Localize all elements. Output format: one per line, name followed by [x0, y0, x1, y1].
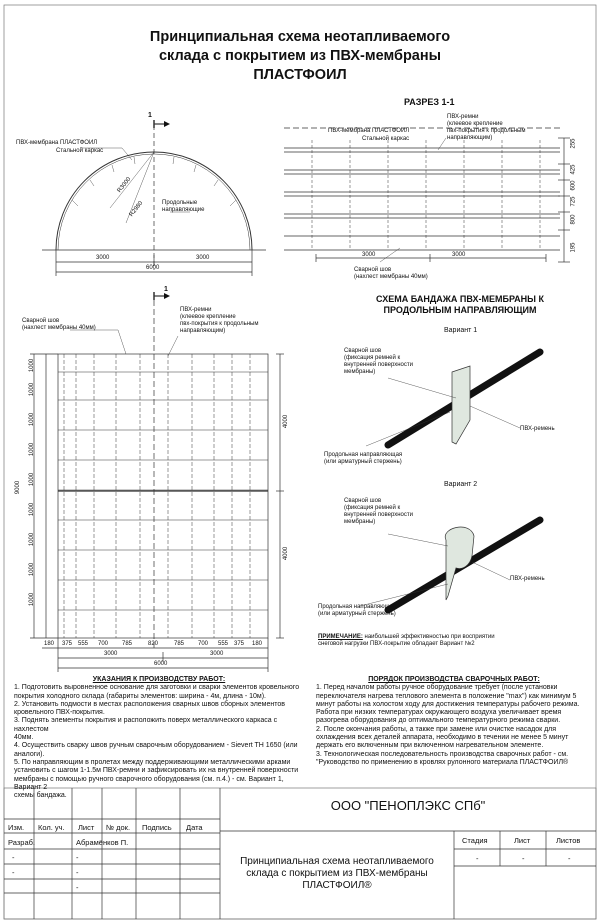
plan-dim-left-9: 1000 [29, 592, 36, 607]
stamp-dash-4: - [76, 868, 79, 877]
section-dim-600: 600 [570, 180, 577, 191]
stamp-header-list: Лист [78, 823, 95, 832]
plan-dim-left-6: 1000 [29, 502, 36, 517]
instructions-production-title: УКАЗАНИЯ К ПРОИЗВОДСТВУ РАБОТ: [92, 676, 226, 683]
plan-dim-bottom-9: 555 [218, 641, 229, 647]
plan-dim-left-1: 1000 [29, 358, 36, 373]
plan-dim-left-8: 1000 [29, 562, 36, 577]
title-line-2: склада с покрытием из ПВХ-мембраны [158, 48, 442, 64]
plan-dim-left-7: 1000 [29, 532, 36, 547]
plan-dim-left-4: 1000 [29, 442, 36, 457]
stamp-col-stage: Стадия [462, 836, 488, 845]
v2-belt-label: ПВХ-ремень [510, 576, 545, 582]
plan-dim-bottom-4: 700 [98, 641, 109, 647]
stamp-header-doc: № док. [106, 823, 131, 832]
section-dim-725: 725 [570, 196, 577, 207]
plan-dim-right-1: 4000 [283, 414, 290, 429]
stamp-dash-1: - [12, 853, 15, 862]
stamp-title: Принципиальная схема неотапливаемого склада с покрытием из ПВХ-мембраны ПЛАСТФОИЛ® [240, 856, 434, 891]
plan-dim-bottom-1: 180 [44, 641, 55, 647]
v1-guide-label: Продольная направляющая (или арматурный стержень) [324, 452, 403, 465]
plan-dim-left-total: 9000 [15, 480, 22, 495]
plan-dim-total: 6000 [154, 661, 168, 667]
plan-dim-bottom-8: 700 [198, 641, 209, 647]
section-weld-label: Сварной шов (нахлест мембраны 40мм) [354, 267, 428, 280]
section-membrane-label: ПВХ-мембрана ПЛАСТФОИЛ [328, 128, 410, 134]
plan-dim-bottom-10: 375 [234, 641, 245, 647]
section-dim-bottom-right: 3000 [452, 252, 466, 258]
plan-weld-label: Сварной шов (нахлест мембраны 40мм) [22, 318, 96, 331]
plan-dim-bottom-6: 820 [148, 641, 159, 647]
section-dim-425: 425 [570, 164, 577, 175]
plan-belts-label: ПВХ-ремни (клеевое крепление пвх-покрытия к продольным направляющим) [180, 307, 259, 334]
section-dim-195: 195 [570, 242, 577, 253]
plan-guides [64, 354, 250, 638]
plan-dim-bottom-2: 375 [62, 641, 73, 647]
stamp-col-sheets: Листов [556, 836, 581, 845]
section-mark-plan: 1 [164, 286, 168, 293]
stamp-dash-2: - [76, 853, 79, 862]
section-mark-top: 1 [148, 112, 152, 119]
title-line-3: ПЛАСТФОИЛ [253, 67, 347, 83]
plan-dim-half-right: 3000 [210, 651, 224, 657]
plan-dim-bottom-5: 785 [122, 641, 133, 647]
plan-dim-bottom-7: 785 [174, 641, 185, 647]
stamp-val-sheets: - [568, 854, 571, 863]
section-title: РАЗРЕЗ 1-1 [404, 97, 455, 107]
variant-2-label: Вариант 2 [444, 481, 478, 488]
front-frame-label: Стальной каркас [56, 148, 104, 154]
plan-dim-left-5: 1000 [29, 472, 36, 487]
bandage-note: ПРИМЕЧАНИЕ: наибольшей эффективностью при восприятии снеговой нагрузки ПВХ-покрытие обладает Вариант №2 [318, 634, 495, 647]
stamp-developer: Абрамёнков П. [76, 838, 129, 847]
section-dim-bottom-left: 3000 [362, 252, 376, 258]
stamp-val-stage: - [476, 854, 479, 863]
front-guides-label: Продольные направляющие [162, 200, 205, 213]
section-dim-255: 255 [570, 138, 577, 149]
instructions-welding-title: ПОРЯДОК ПРОИЗВОДСТВА СВАРОЧНЫХ РАБОТ: [368, 676, 540, 683]
plan-outline [58, 354, 268, 638]
plan-dim-bottom-11: 180 [252, 641, 263, 647]
plan-dim-bottom-3: 555 [78, 641, 89, 647]
section-dim-800: 800 [570, 214, 577, 225]
plan-dim-half-left: 3000 [104, 651, 118, 657]
section-hatch-band [284, 148, 560, 236]
stamp-header-sign: Подпись [142, 823, 172, 832]
stamp-company: ООО "ПЕНОПЛЭКС СПб" [330, 798, 486, 813]
instructions-welding: ПОРЯДОК ПРОИЗВОДСТВА СВАРОЧНЫХ РАБОТ: 1. Перед началом работы ручное оборудование требует (после установки переключателя нагрева теплового элемента в положение "max") как минимум 5 минут работы на холостом ходу для достижения температуры рабочего режима. Работа при низких температурах окружающего воздуха увеличивает время разогрева оборудования до оптимального температурного режима сварки. 2. После окончания работы, а также при замене или очистке насадок для охлаждения всех деталей аппарата, необходимо в течении не менее 5 минут держать его включенным при включенном нагревательном элементе. 3. Технологическая последовательность производства сварочных работ - см. "Руководство по применению в кровлях рулонного материала ПЛАСТФОИЛ® [316, 676, 592, 767]
stamp-header-kol: Кол. уч. [38, 823, 65, 832]
stamp-dash-3: - [12, 868, 15, 877]
belt-v1 [452, 366, 470, 444]
plan-dim-left-2: 1000 [29, 382, 36, 397]
v2-guide-label: Продольная направляющая (или арматурный стержень) [318, 604, 397, 617]
section-frame-label: Стальной каркас [362, 136, 410, 142]
stamp-val-sheet: - [522, 854, 525, 863]
instructions-production: УКАЗАНИЯ К ПРОИЗВОДСТВУ РАБОТ: 1. Подготовить выровненное основание для заготовки и сварки элементов кровельного покрытия холодного склада (габариты элементов: ширина - 4м, длина - 10м). 2. Установить подмости в местах расположения сварных швов сборных элементов кровельного ПВХ-покрытия. 3. Поднять элементы покрытия и расположить поверх металлического каркаса с нахлестом 40мм. 4. Осуществить сварку швов ручным сварочным оборудованием - Sievert TH 1650 (или аналоги). 5. По направляющим в пролетах между поддерживающими металлическими арками установить с шагом 1-1.5м ПВХ-ремни и зафиксировать их на внутренней поверхности мембраны с помощью ручного сварочного оборудования (см. п.4.) - см. Вариант 1, Вариант 2 схемы бандажа. [14, 676, 304, 800]
radius-inner-label: R2980 [128, 200, 145, 219]
stamp-header-izm: Изм. [8, 823, 25, 832]
v1-weld-label: Сварной шов (фиксация ремней к внутренней поверхности мембраны) [344, 348, 413, 375]
title-line-1: Принципиальная схема неотапливаемого [149, 29, 451, 45]
front-dim-left: 3000 [96, 255, 110, 261]
stamp-dash-5: - [76, 883, 79, 892]
section-verticals [312, 140, 540, 250]
front-membrane-label: ПВХ-мембрана ПЛАСТФОИЛ [16, 140, 98, 146]
plan-dim-left-3: 1000 [29, 412, 36, 427]
stamp-col-sheet: Лист [514, 836, 531, 845]
v2-weld-label: Сварной шов (фиксация ремней к внутренней поверхности мембраны) [344, 498, 413, 525]
variant-1-label: Вариант 1 [444, 327, 478, 334]
stamp-row-label: Разраб. [8, 838, 36, 847]
stamp-header-date: Дата [186, 823, 203, 832]
front-dim-total: 6000 [146, 265, 160, 271]
front-dim-right: 3000 [196, 255, 210, 261]
plan-dim-right-2: 4000 [283, 546, 290, 561]
radius-outer-label: R3000 [116, 176, 133, 195]
v1-belt-label: ПВХ-ремень [520, 426, 555, 432]
section-belts-label: ПВХ-ремни (клеевое крепление пвх-покрытия к продольным направляющим) [447, 114, 526, 141]
bandage-title: СХЕМА БАНДАЖА ПВХ-МЕМБРАНЫ К ПРОДОЛЬНЫМ НАПРАВЛЯЮЩИМ [376, 294, 544, 315]
arrowhead-top [164, 121, 170, 127]
